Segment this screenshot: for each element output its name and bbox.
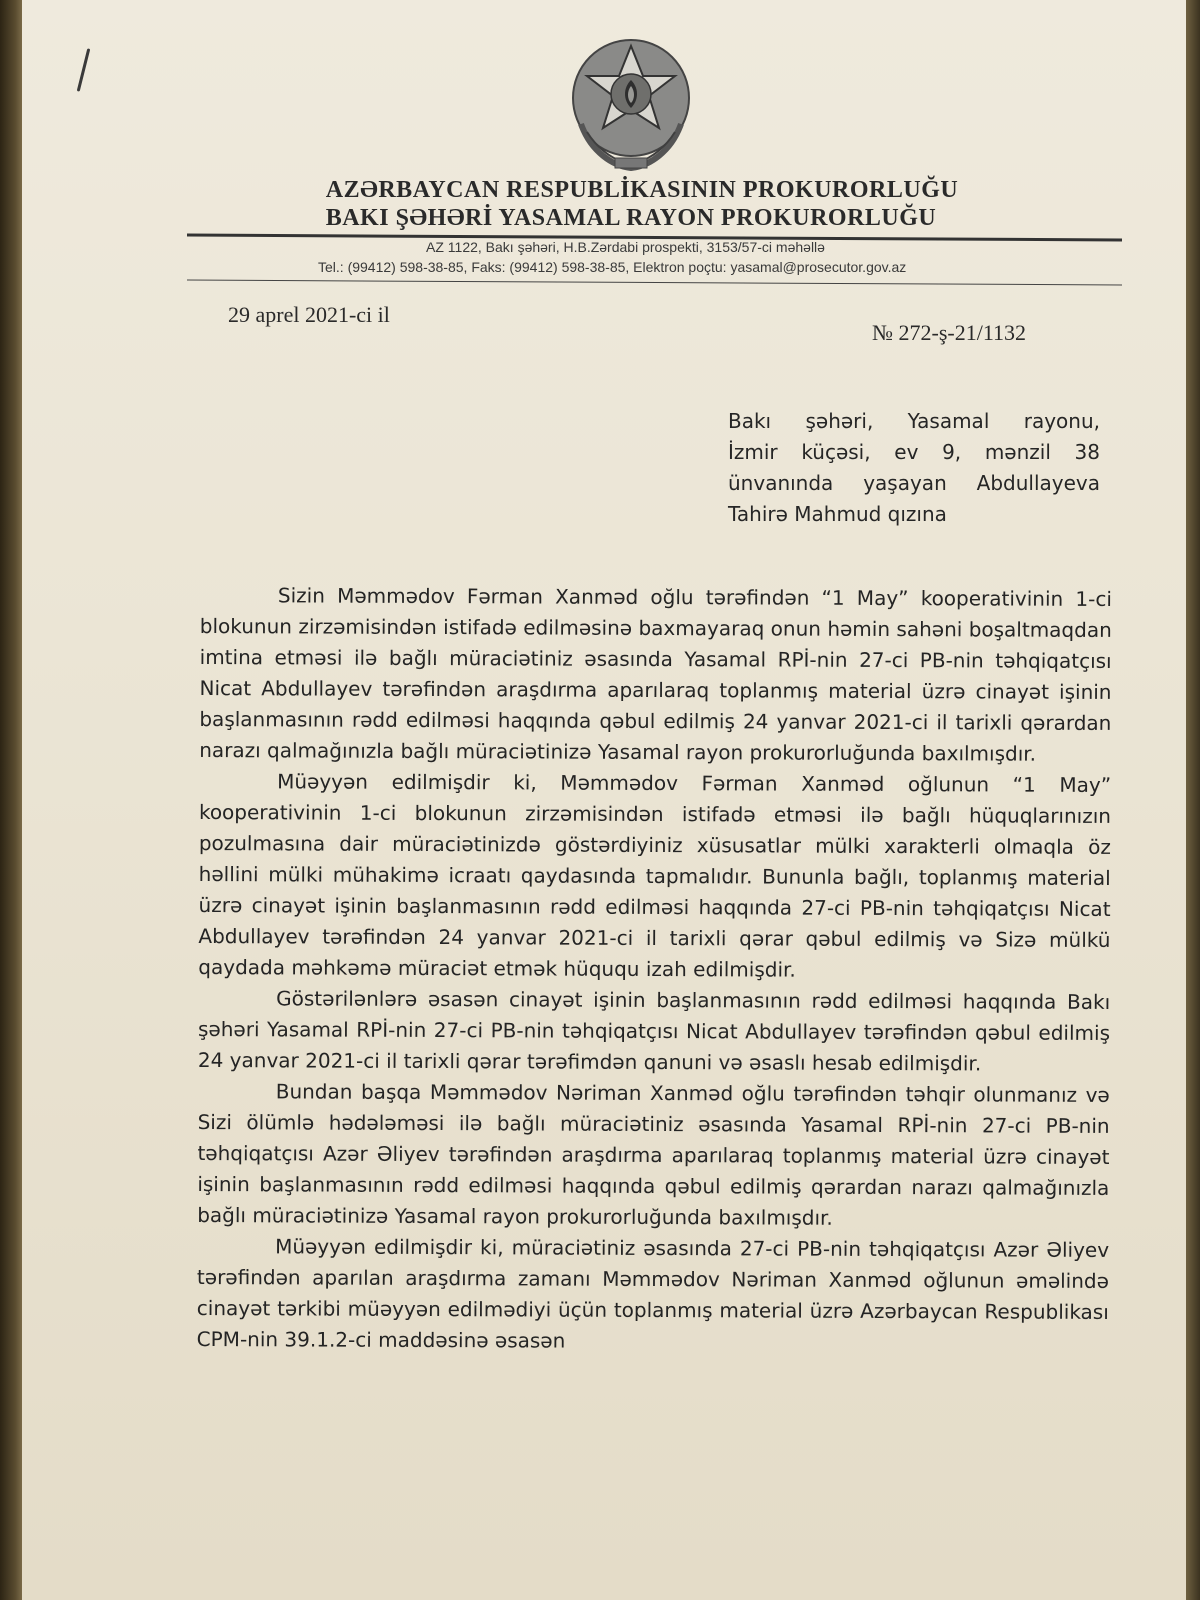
body-paragraph: Göstərilənlərə əsasən cinayət işinin başlanmasının rədd edilməsi haqqında Bakı şəhəri Yasamal RPİ-nin 27-ci PB-nin təhqiqatçısı Nicat Abdullayev tərəfindən qəbul edilmiş 24 yanvar 2021-ci il tarixli qərar tərəfimdən qanuni və əsaslı hesab edilmişdir.: [197, 986, 1111, 1076]
recipient-line: ünvanında yaşayan Abdullayeva: [728, 471, 1100, 495]
letter-date: 29 aprel 2021-ci il: [228, 302, 390, 327]
pen-mark: [77, 48, 91, 91]
reference-number: № 272-ş-21/1132: [872, 320, 1026, 345]
letter-body: [197, 580, 1112, 1359]
body-paragraph: Bundan başqa Məmmədov Nəriman Xanməd oğlu tərəfindən təhqir olunmanız və Sizi ölümlə hədələməsi ilə bağlı müraciətiniz əsasında Yasamal RPİ-nin 27-ci PB-nin təhqiqatçısı Azər Əliyev tərəfindən araşdırma aparılaraq toplanmış material üzrə cinayət işinin başlanmasının rədd edilməsi haqqında qəbul edilmiş qərardan narazı qalmağınızla bağlı müraciətinizə Yasamal rayon prokurorluğunda baxılmışdır.: [197, 1079, 1110, 1230]
body-paragraph: Sizin Məmmədov Fərman Xanməd oğlu tərəfindən “1 May” kooperativinin 1-ci blokunun zirzəmisindən istifadə edilməsinə baxmayaraq onun həmin sahəni boşaltmaqdan imtina etməsi ilə bağlı müraciətiniz əsasında Yasamal RPİ-nin 27-ci PB-nin təhqiqatçısı Nicat Abdullayev tərəfindən araşdırma aparılaraq toplanmış material üzrə cinayət işinin başlanmasının rədd edilməsi haqqında qəbul edilmiş 24 yanvar 2021-ci il tarixli qərardan narazı qalmağınızla bağlı müraciətinizə Yasamal rayon prokurorluğunda baxılmışdır.: [199, 583, 1112, 766]
azerbaijan-state-emblem-icon: [567, 36, 695, 176]
organization-subdivision: BAKI ŞƏHƏRİ YASAMAL RAYON PROKURORLUĞU: [325, 205, 937, 231]
letter-sheet: [22, 0, 1186, 1600]
letterhead: [172, 176, 1112, 232]
body-paragraph: Müəyyən edilmişdir ki, Məmmədov Fərman Xanməd oğlunun “1 May” kooperativinin 1-ci blokunun zirzəmisindən istifadə etməsi ilə bağlı hüquqlarınızın pozulmasına dair müraciətinizdə göstərdiyiniz xüsusatlar mülki xarakterli olmaqla öz həllini mülki mühakimə icraatı qaydasında tapmalıdır. Bununla bağlı, toplanmış material üzrə cinayət işinin başlanmasının rədd edilməsi haqqında 27-ci PB-nin təhqiqatçısı Nicat Abdullayev tərəfindən 24 yanvar 2021-ci il tarixli qərar qəbul edilmiş və Sizə mülkü qaydada məhkəmə müraciət etmək hüququ izah edilmişdir.: [198, 769, 1112, 982]
office-contacts: Tel.: (99412) 598-38-85, Faks: (99412) 598-38-85, Elektron poçtu: yasamal@prosecutor.gov.az: [318, 259, 907, 275]
recipient-line: Tahirə Mahmud qızına: [728, 502, 947, 526]
background-left-edge: [0, 0, 22, 1600]
recipient-address: [728, 406, 1100, 530]
organization-name: AZƏRBAYCAN RESPUBLİKASININ PROKURORLUĞU: [325, 177, 959, 203]
office-address: AZ 1122, Bakı şəhəri, H.B.Zərdabi prospekti, 3153/57-ci məhəllə: [426, 239, 825, 255]
body-paragraph: Müəyyən edilmişdir ki, müraciətiniz əsasında 27-ci PB-nin təhqiqatçısı Azər Əliyev tərəfindən aparılan araşdırma zamanı Məmmədov Nəriman Xanməd oğlunun əməlində cinayət tərkibi müəyyən edilmədiyi üçün toplanmış material üzrə Azərbaycan Respublikası CPM-nin 39.1.2-ci maddəsinə əsasən: [196, 1234, 1110, 1353]
recipient-line: İzmir küçəsi, ev 9, mənzil 38: [728, 440, 1100, 464]
recipient-line: Bakı şəhəri, Yasamal rayonu,: [728, 409, 1100, 433]
header-divider-thin: [187, 280, 1122, 286]
background-right-edge: [1186, 0, 1200, 1600]
